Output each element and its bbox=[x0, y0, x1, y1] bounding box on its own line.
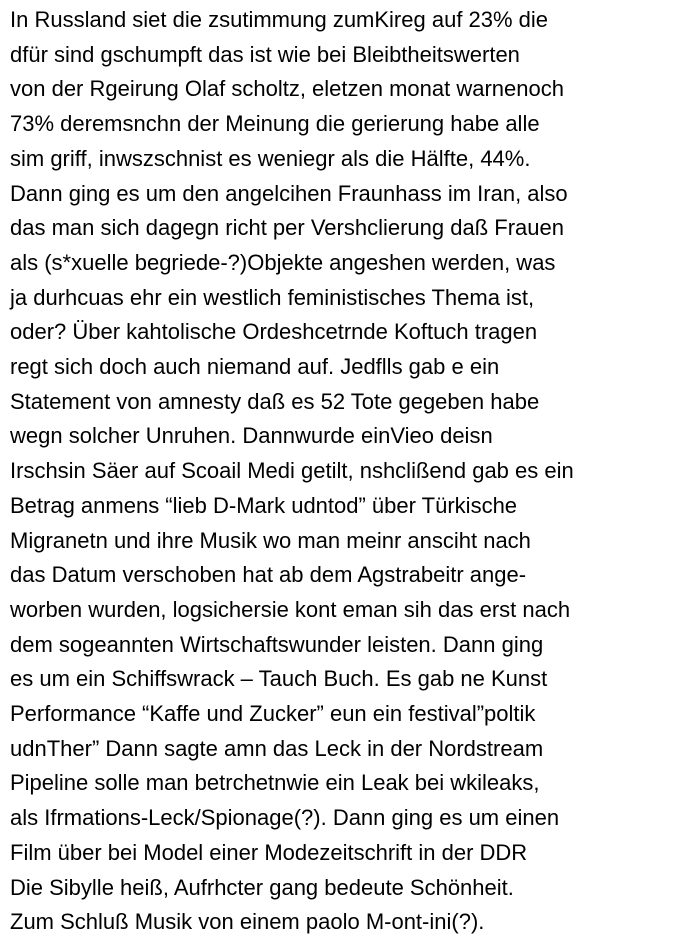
text-line-12: Statement von amnesty daß es 52 Tote gegeben habe bbox=[10, 388, 540, 414]
text-line-18: worben wurden, logsichersie kont eman sih das erst nach bbox=[10, 596, 571, 622]
text-line-27: Zum Schluß Musik von einem paolo M-ont-ini(?). bbox=[10, 909, 485, 935]
text-line-11: regt sich doch auch niemand auf. Jedflls gab e ein bbox=[10, 354, 500, 380]
text-line-15: Betrag anmens “lieb D-Mark udntod” über Türkische bbox=[10, 492, 518, 518]
text-line-4: 73% deremsnchn der Meinung die gerierung habe alle bbox=[10, 111, 540, 137]
text-line-21: Performance “Kaffe und Zucker” eun ein festival”poltik bbox=[10, 701, 536, 727]
text-line-9: ja durhcuas ehr ein westlich feministisches Thema ist, bbox=[10, 284, 535, 310]
text-line-6: Dann ging es um den angelcihen Fraunhass im Iran, also bbox=[10, 180, 568, 206]
text-line-22: udnTher” Dann sagte amn das Leck in der Nordstream bbox=[10, 735, 544, 761]
text-line-1: In Russland siet die zsutimmung zumKireg auf 23% die bbox=[10, 7, 549, 32]
text-line-3: von der Rgeirung Olaf scholtz, eletzen monat warnenoch bbox=[10, 76, 564, 102]
text-line-23: Pipeline solle man betrchetnwie ein Leak bei wkileaks, bbox=[10, 770, 540, 796]
text-line-13: wegn solcher Unruhen. Dannwurde einVieo deisn bbox=[10, 423, 493, 449]
text-line-24: als Ifrmations-Leck/Spionage(?). Dann ging es um einen bbox=[10, 805, 560, 831]
text-line-10: oder? Über kahtolische Ordeshcetrnde Koftuch tragen bbox=[10, 319, 538, 345]
text-line-7: das man sich dagegn richt per Vershclierung daß Frauen bbox=[10, 215, 564, 241]
text-line-26: Die Sibylle heiß, Aufrhcter gang bedeute Schönheit. bbox=[10, 874, 514, 900]
text-line-14: Irschsin Säer auf Scoail Medi getilt, nshclißend gab es ein bbox=[10, 458, 574, 484]
text-line-19: dem sogeannten Wirtschaftswunder leisten. Dann ging bbox=[10, 631, 544, 657]
body-text bbox=[10, 3, 682, 940]
text-line-8: als (s*xuelle begriede-?)Objekte angeshen werden, was bbox=[10, 249, 556, 275]
text-line-17: das Datum verschoben hat ab dem Agstrabeitr ange- bbox=[10, 562, 527, 588]
text-line-20: es um ein Schiffswrack – Tauch Buch. Es gab ne Kunst bbox=[10, 666, 548, 692]
text-line-16: Migranetn und ihre Musik wo man meinr ansciht nach bbox=[10, 527, 531, 553]
text-line-2: dfür sind gschumpft das ist wie bei Bleibtheitswerten bbox=[10, 41, 520, 67]
text-line-25: Film über bei Model einer Modezeitschrift in der DDR bbox=[10, 839, 528, 865]
text-line-5: sim griff, inwszschnist es weniegr als die Hälfte, 44%. bbox=[10, 145, 531, 171]
